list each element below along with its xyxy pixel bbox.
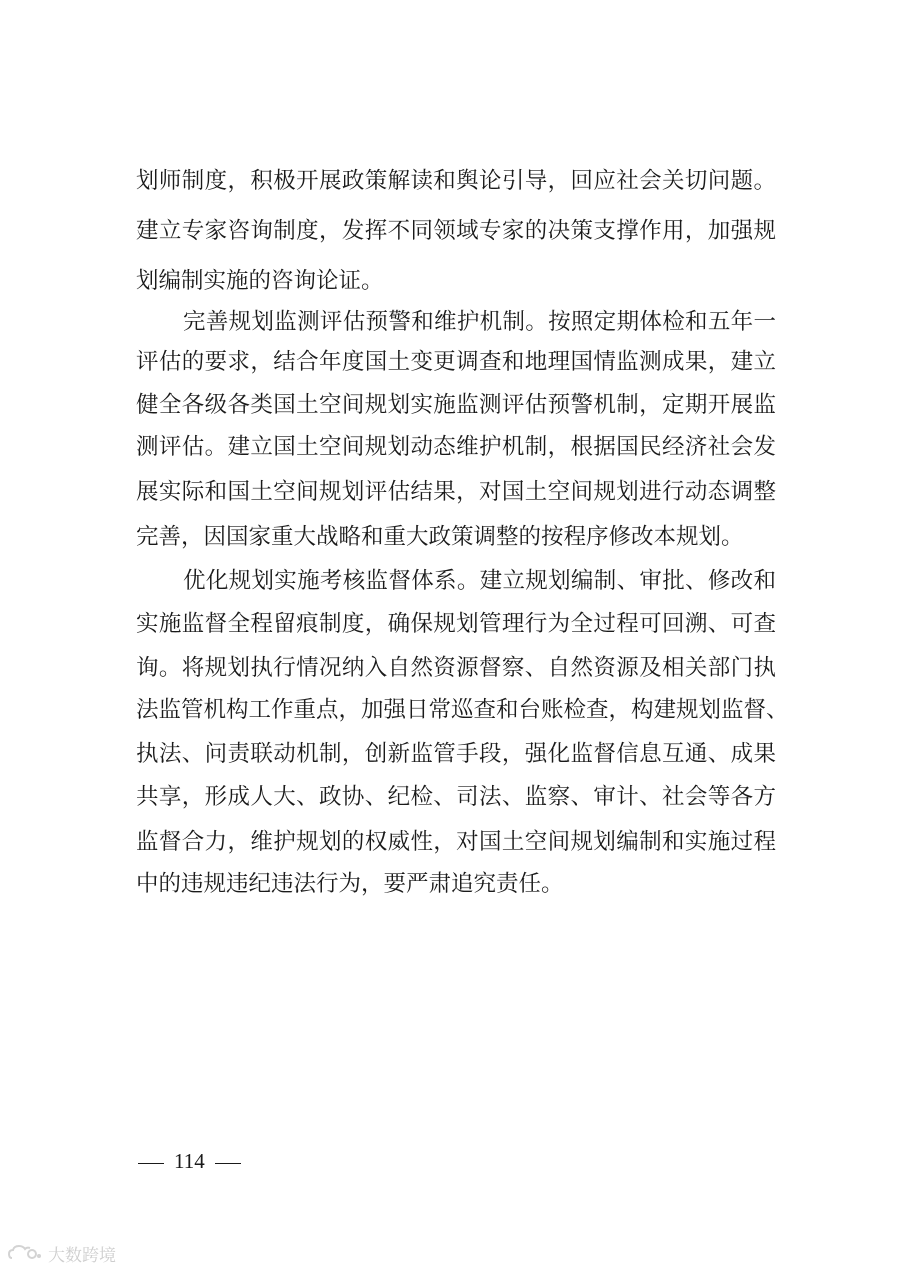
paragraph-2-line-5: 展实际和国土空间规划评估结果，对国土空间规划进行动态调整 <box>136 479 776 505</box>
paragraph-2-line-3: 健全各级各类国土空间规划实施监测评估预警机制，定期开展监 <box>136 392 776 418</box>
paragraph-2-line-6: 完善，因国家重大战略和重大政策调整的按程序修改本规划。 <box>136 524 744 550</box>
paragraph-3-line-3: 询。将规划执行情况纳入自然资源督察、自然资源及相关部门执 <box>136 655 776 681</box>
page-number <box>138 1146 241 1176</box>
watermark-text: 大数跨境 <box>48 1245 116 1266</box>
paragraph-3-line-5: 执法、问责联动机制，创新监管手段，强化监督信息互通、成果 <box>136 741 776 767</box>
paragraph-2-line-1: 按照定期体检和五年一 <box>548 309 776 335</box>
page-number-dash-left <box>138 1163 164 1164</box>
paragraph-3-heading: 优化规划实施考核监督体系。 <box>183 568 480 594</box>
paragraph-3-line-6: 共享，形成人大、政协、纪检、司法、监察、审计、社会等各方 <box>136 784 776 810</box>
paragraph-3-line-7: 监督合力，维护规划的权威性，对国土空间规划编制和实施过程 <box>136 829 776 855</box>
paragraph-3-line-1: 建立规划编制、审批、修改和 <box>479 568 776 594</box>
paragraph-1-line-2: 建立专家咨询制度，发挥不同领域专家的决策支撑作用，加强规 <box>136 218 776 244</box>
paragraph-3-line-4: 法监管机构工作重点，加强日常巡查和台账检查，构建规划监督、 <box>136 697 789 723</box>
page-number-dash-right <box>215 1163 241 1164</box>
paragraph-3-line-2: 实施监督全程留痕制度，确保规划管理行为全过程可回溯、可查 <box>136 611 776 637</box>
watermark <box>8 1241 116 1265</box>
paragraph-2-line-4: 测评估。建立国土空间规划动态维护机制，根据国民经济社会发 <box>136 434 776 460</box>
paragraph-1-line-3: 划编制实施的咨询论证。 <box>136 268 384 294</box>
paragraph-3-first-line <box>183 561 776 601</box>
paragraph-2-line-2: 评估的要求，结合年度国土变更调查和地理国情监测成果，建立 <box>136 349 776 375</box>
paragraph-2-first-line <box>183 302 776 342</box>
paragraph-1-line-1: 划师制度，积极开展政策解读和舆论引导，回应社会关切问题。 <box>136 168 776 194</box>
paragraph-3-line-8: 中的违规违纪违法行为，要严肃追究责任。 <box>136 871 564 897</box>
page-number-value: 114 <box>174 1149 205 1173</box>
paragraph-2-heading: 完善规划监测评估预警和维护机制。 <box>183 309 549 335</box>
cloud-logo-icon <box>8 1243 42 1263</box>
